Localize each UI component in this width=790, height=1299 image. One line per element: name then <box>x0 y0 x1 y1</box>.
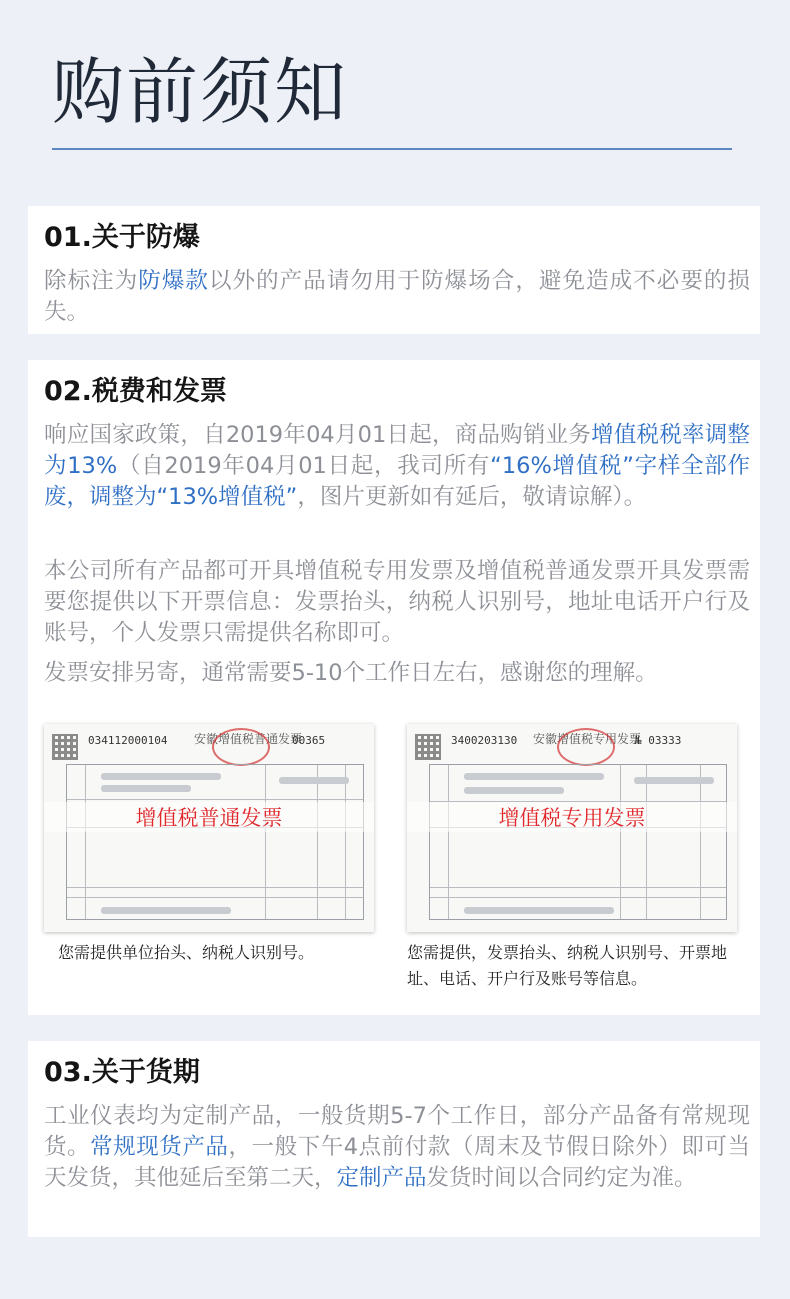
invoice-code: 034112000104 <box>88 734 168 747</box>
invoice-info-paragraph: 本公司所有产品都可开具增值税专用发票及增值税普通发票开具发票需要您提供以下开票信息：发票抬头，纳税人识别号，地址电话开户行及账号，个人发票只需提供名称即可。 <box>44 558 750 646</box>
text-run: ，一般下午4点前付款（周末及节假日除外）即可当天发货，其他延后至第二天， <box>44 1134 750 1191</box>
text-run: 响应国家政策，自2019年04月01日起，商品购销业务 <box>44 422 592 448</box>
highlight-text: “16%增值税”字样全部作废，调整为“13%增值税” <box>44 453 751 510</box>
invoice-type-label: 增值税专用发票 <box>407 802 737 832</box>
invoice-header: 安徽增值税专用发票 <box>533 732 642 746</box>
invoice-image-general <box>44 724 374 932</box>
page-title: 购前须知 <box>52 50 349 134</box>
text-run: 工业仪表均为定制产品，一般货期5-7个工作日，部分产品备有常规现货。 <box>44 1103 750 1160</box>
highlight-text: 定制产品 <box>336 1165 427 1191</box>
invoice-number: 00365 <box>292 734 326 747</box>
highlight-text: 增值税税率调整为13% <box>44 422 750 479</box>
section-heading: 03.关于货期 <box>44 1057 200 1088</box>
invoice-type-label: 增值税普通发票 <box>44 802 374 832</box>
invoice-grid <box>66 764 364 920</box>
invoice-code: 3400203130 <box>451 734 518 747</box>
section-paragraph <box>44 1101 750 1194</box>
text-run: 除标注为 <box>44 268 139 294</box>
highlight-text: 防爆款 <box>138 268 209 294</box>
seal-stamp-icon <box>557 728 615 766</box>
invoice-grid <box>429 764 727 920</box>
title-divider <box>52 148 732 150</box>
seal-stamp-icon <box>212 728 270 766</box>
section-heading: 02.税费和发票 <box>44 376 227 407</box>
text-run: 以外的产品请勿用于防爆场合，避免造成不必要的损失。 <box>44 268 750 325</box>
section-tax-invoice <box>28 360 760 1015</box>
section-paragraph <box>44 266 750 328</box>
text-run: 发货时间以合同约定为准。 <box>426 1165 697 1191</box>
qr-code-icon <box>415 734 441 760</box>
invoice-mailing-paragraph: 发票安排另寄，通常需要5-10个工作日左右，感谢您的理解。 <box>44 660 658 686</box>
invoice-number: № 03333 <box>635 734 682 747</box>
section-delivery-time <box>28 1041 760 1237</box>
highlight-text: 常规现货产品 <box>90 1134 229 1160</box>
invoice-image-special <box>407 724 737 932</box>
text-run: （自2019年04月01日起，我司所有 <box>117 453 491 479</box>
section-explosion-proof <box>28 206 760 334</box>
text-run: ，图片更新如有延后，敬请谅解）。 <box>297 484 647 510</box>
invoice-caption: 您需提供单位抬头、纳税人识别号。 <box>58 943 315 962</box>
invoice-header: 安徽增值税普通发票 <box>194 732 303 746</box>
section-heading: 01.关于防爆 <box>44 222 200 253</box>
tax-rate-paragraph <box>44 420 750 513</box>
invoice-caption: 您需提供，发票抬头、纳税人识别号、开票地址、电话、开户行及账号等信息。 <box>407 943 728 988</box>
qr-code-icon <box>52 734 78 760</box>
